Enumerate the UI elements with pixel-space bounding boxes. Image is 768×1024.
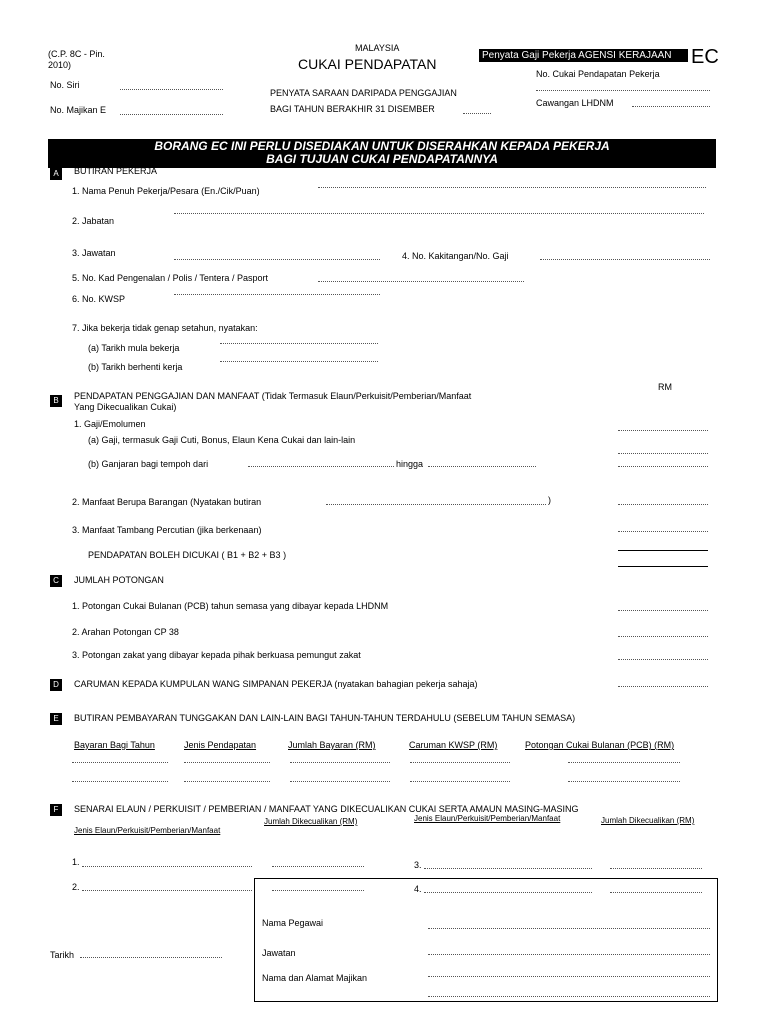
mula-field[interactable] xyxy=(220,343,378,344)
col-caruman-kwsp: Caruman KWSP (RM) xyxy=(409,740,498,750)
gaji-b-label: (b) Ganjaran bagi tempoh dari xyxy=(88,459,209,469)
tidak-genap-label: 7. Jika bekerja tidak genap setahun, nyatakan: xyxy=(72,323,258,333)
f-item-2-jenis[interactable] xyxy=(82,890,252,891)
hingga-label: hingga xyxy=(396,459,424,469)
f-item-2-number: 2. xyxy=(72,882,80,892)
gaji-label: 1. Gaji/Emolumen xyxy=(74,419,146,429)
zakat-label: 3. Potongan zakat yang dibayar kepada pihak berkuasa pemungut zakat xyxy=(72,650,361,660)
f-col-jenis-1: Jenis Elaun/Perkuisit/Pemberian/Manfaat xyxy=(74,826,221,835)
f-item-1-jumlah[interactable] xyxy=(272,866,364,867)
e-row2-jumlah[interactable] xyxy=(290,781,390,782)
nama-pegawai-field[interactable] xyxy=(428,928,710,929)
alamat-field-2[interactable] xyxy=(428,996,710,997)
country-label: MALAYSIA xyxy=(355,43,400,53)
section-b-title-text: PENDAPATAN PENGGAJIAN DAN MANFAAT xyxy=(74,391,260,401)
jawatan-pegawai-field[interactable] xyxy=(428,954,710,955)
banner-line-1: BORANG EC INI PERLU DISEDIAKAN UNTUK DISERAHKAN KEPADA PEKERJA xyxy=(154,139,610,153)
f-item-1-number: 1. xyxy=(72,857,80,867)
jabatan-label: 2. Jabatan xyxy=(72,216,115,226)
section-d-title-text: CARUMAN KEPADA KUMPULAN WANG SIMPANAN PEKERJA xyxy=(74,679,332,689)
col-jenis-pendapatan: Jenis Pendapatan xyxy=(184,740,257,750)
form-code-date: 2010) xyxy=(48,60,72,70)
e-row2-kwsp[interactable] xyxy=(410,781,510,782)
section-b-note: (Tidak Termasuk Elaun/Perkuisit/Pemberian/Manfaat xyxy=(261,391,472,401)
kwsp-field[interactable] xyxy=(174,294,380,295)
kad-field[interactable] xyxy=(318,281,524,282)
no-siri-field[interactable] xyxy=(120,89,223,90)
no-siri-label: No. Siri xyxy=(50,80,80,90)
col-bayaran-tahun: Bayaran Bagi Tahun xyxy=(74,740,155,750)
col-jumlah-bayaran: Jumlah Bayaran (RM) xyxy=(288,740,376,750)
cawangan-field[interactable] xyxy=(632,106,710,107)
pcb-label: 1. Potongan Cukai Bulanan (PCB) tahun semasa yang dibayar kepada LHDNM xyxy=(72,601,389,611)
ganjaran-dari-field[interactable] xyxy=(248,466,394,467)
nama-label: 1. Nama Penuh Pekerja/Pesara (En./Cik/Puan) xyxy=(72,186,260,196)
berhenti-field[interactable] xyxy=(220,361,378,362)
f-col-jumlah-1: Jumlah Dikecualikan (RM) xyxy=(264,817,358,826)
section-f-badge: F xyxy=(50,804,62,816)
section-a-badge: A xyxy=(50,168,62,180)
cp38-field[interactable] xyxy=(618,636,708,637)
instruction-banner xyxy=(48,139,716,168)
section-e-badge: E xyxy=(50,713,62,725)
section-c-badge: C xyxy=(50,575,62,587)
banner-line-2: BAGI TUJUAN CUKAI PENDAPATANNYA xyxy=(266,152,498,166)
e-row1-pcb[interactable] xyxy=(568,762,680,763)
section-f-title: SENARAI ELAUN / PERKUISIT / PEMBERIAN / MANFAAT YANG DIKECUALIKAN CUKAI SERTA AMAUN MASING-MASING xyxy=(74,804,579,814)
section-d-badge: D xyxy=(50,679,62,691)
e-row2-pcb[interactable] xyxy=(568,781,680,782)
form-id: EC xyxy=(691,46,719,68)
rm-header: RM xyxy=(658,382,672,392)
section-b-title xyxy=(74,391,471,401)
total-top-rule xyxy=(618,550,708,551)
pcb-field[interactable] xyxy=(618,610,708,611)
jawatan-pegawai-label: Jawatan xyxy=(262,948,296,958)
jawatan-field[interactable] xyxy=(174,259,380,260)
cp38-label: 2. Arahan Potongan CP 38 xyxy=(72,627,179,637)
no-cukai-label: No. Cukai Pendapatan Pekerja xyxy=(536,69,660,79)
no-cukai-field[interactable] xyxy=(536,90,710,91)
barangan-label: 2. Manfaat Berupa Barangan (Nyatakan butiran xyxy=(72,497,262,507)
section-d-title xyxy=(74,679,478,689)
e-row1-kwsp[interactable] xyxy=(410,762,510,763)
barangan-butiran-field[interactable] xyxy=(326,504,546,505)
zakat-field[interactable] xyxy=(618,659,708,660)
tarikh-label: Tarikh xyxy=(50,950,75,960)
gaji-b-field[interactable] xyxy=(618,466,708,467)
subtitle-1: PENYATA SARAAN DARIPADA PENGGAJIAN xyxy=(270,88,457,98)
f-item-1-jenis[interactable] xyxy=(82,866,252,867)
tarikh-field[interactable] xyxy=(80,957,222,958)
mula-label: (a) Tarikh mula bekerja xyxy=(88,343,180,353)
nama-field-2[interactable] xyxy=(174,213,704,214)
e-row2-jenis[interactable] xyxy=(184,781,270,782)
gaji-field[interactable] xyxy=(618,430,708,431)
kakitangan-label: 4. No. Kakitangan/No. Gaji xyxy=(402,251,509,261)
kad-label: 5. No. Kad Pengenalan / Polis / Tentera / Pasport xyxy=(72,273,268,283)
e-row1-jenis[interactable] xyxy=(184,762,270,763)
cawangan-label: Cawangan LHDNM xyxy=(536,98,614,108)
percutian-field[interactable] xyxy=(618,531,708,532)
ganjaran-hingga-field[interactable] xyxy=(428,466,536,467)
form-code: (C.P. 8C - Pin. xyxy=(48,49,105,59)
nama-field[interactable] xyxy=(318,187,706,188)
kwsp-label: 6. No. KWSP xyxy=(72,294,126,304)
f-item-4-number: 4. xyxy=(414,884,422,894)
f-col-jenis-2: Jenis Elaun/Perkuisit/Pemberian/Manfaat xyxy=(414,814,561,823)
e-row1-jumlah[interactable] xyxy=(290,762,390,763)
barangan-field[interactable] xyxy=(618,504,708,505)
kakitangan-field[interactable] xyxy=(540,259,710,260)
f-item-3-jumlah[interactable] xyxy=(610,868,702,869)
kwsp-caruman-field[interactable] xyxy=(618,686,708,687)
form-tag: Penyata Gaji Pekerja AGENSI KERAJAAN xyxy=(479,49,688,62)
berhenti-label: (b) Tarikh berhenti kerja xyxy=(88,362,183,372)
col-pcb: Potongan Cukai Bulanan (PCB) (RM) xyxy=(525,740,675,750)
alamat-field-1[interactable] xyxy=(428,976,710,977)
f-item-3-number: 3. xyxy=(414,860,422,870)
page-title: CUKAI PENDAPATAN xyxy=(298,56,437,72)
jawatan-label: 3. Jawatan xyxy=(72,248,116,258)
barangan-paren: ) xyxy=(548,495,551,505)
e-row2-tahun[interactable] xyxy=(72,781,168,782)
subtitle-2: BAGI TAHUN BERAKHIR 31 DISEMBER xyxy=(270,104,435,114)
gaji-a-label: (a) Gaji, termasuk Gaji Cuti, Bonus, Elaun Kena Cukai dan lain-lain xyxy=(88,435,356,445)
percutian-label: 3. Manfaat Tambang Percutian (jika berkenaan) xyxy=(72,525,262,535)
f-col-jumlah-2: Jumlah Dikecualikan (RM) xyxy=(601,816,695,825)
f-item-3-jenis[interactable] xyxy=(424,868,592,869)
nama-alamat-label: Nama dan Alamat Majikan xyxy=(262,973,368,983)
section-c-title: JUMLAH POTONGAN xyxy=(74,575,164,585)
section-d-note: (nyatakan bahagian pekerja sahaja) xyxy=(334,679,478,689)
no-majikan-field[interactable] xyxy=(120,114,223,115)
section-b-note-2: Yang Dikecualikan Cukai) xyxy=(74,402,177,412)
nama-pegawai-label: Nama Pegawai xyxy=(262,918,324,928)
no-majikan-label: No. Majikan E xyxy=(50,105,107,115)
gaji-a-field[interactable] xyxy=(618,453,708,454)
officer-details-box xyxy=(254,878,718,1002)
total-label: PENDAPATAN BOLEH DICUKAI ( B1 + B2 + B3 ) xyxy=(88,550,287,560)
total-bottom-rule[interactable] xyxy=(618,566,708,567)
e-row1-tahun[interactable] xyxy=(72,762,168,763)
section-b-badge: B xyxy=(50,395,62,407)
section-a-title: BUTIRAN PEKERJA xyxy=(74,166,158,176)
section-e-title: BUTIRAN PEMBAYARAN TUNGGAKAN DAN LAIN-LAIN BAGI TAHUN-TAHUN TERDAHULU (SEBELUM TAHUN SEMASA) xyxy=(74,713,576,723)
year-field[interactable] xyxy=(463,113,491,114)
